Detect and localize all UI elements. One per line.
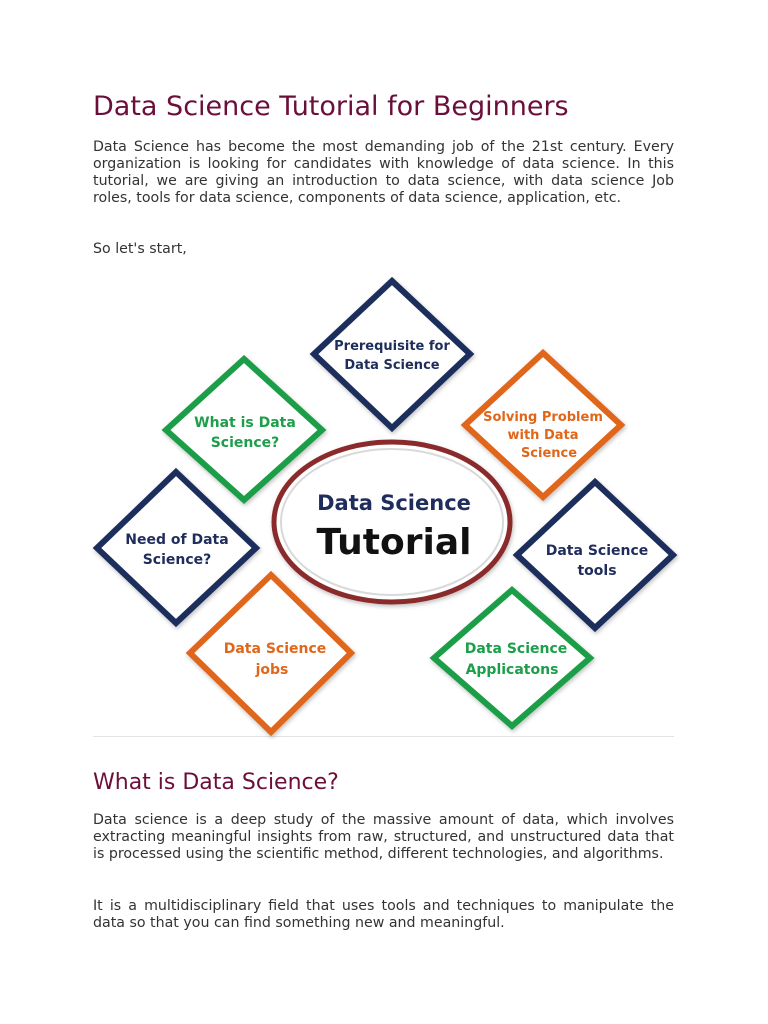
node-need-of (97, 472, 256, 623)
data-science-diagram (90, 270, 680, 740)
center-title-line2: Tutorial (316, 522, 472, 563)
node-tools (517, 482, 673, 628)
node-need-line2: Science? (142, 552, 212, 568)
node-solving-line3: Science (520, 446, 578, 461)
node-what-is-line1: What is Data (194, 415, 296, 431)
start-paragraph: So let's start, (93, 241, 187, 257)
page-title: Data Science Tutorial for Beginners (93, 91, 569, 122)
node-jobs-line1: Data Science (223, 641, 327, 657)
intro-paragraph: Data Science has become the most demanding job of the 21st century. Every organization is looking for candidates with knowledge of data science. In this tutorial, we are giving an introduction to data science, with data science Job roles, tools for data science, components of data science, application, etc. (93, 139, 674, 206)
node-need-line1: Need of Data (125, 532, 229, 548)
node-solving-line2: with Data (507, 428, 579, 443)
node-applications-line1: Data Science (464, 641, 568, 657)
section-heading: What is Data Science? (93, 770, 339, 795)
node-jobs (190, 575, 351, 732)
node-solving-line1: Solving Problem (483, 410, 603, 425)
node-jobs-line2: jobs (255, 662, 289, 678)
node-applications-line2: Applicatons (465, 662, 559, 678)
section-paragraph-1: Data science is a deep study of the massive amount of data, which involves extracting meaningful insights from raw, structured, and unstructured data that is processed using the scientific method, different technologies, and algorithms. (93, 812, 674, 862)
node-tools-line1: Data Science (545, 543, 649, 559)
center-ellipse (274, 442, 510, 602)
node-prerequisite-line1: Prerequisite for (334, 339, 450, 354)
node-prerequisite-line2: Data Science (344, 358, 440, 373)
node-prerequisite (314, 281, 470, 428)
center-title-line1: Data Science (317, 491, 471, 515)
node-tools-line2: tools (577, 563, 617, 579)
section-paragraph-2: It is a multidisciplinary field that uses tools and techniques to manipulate the data so that you can find something new and meaningful. (93, 898, 674, 931)
node-applications (434, 590, 590, 726)
node-what-is-line2: Science? (210, 435, 280, 451)
